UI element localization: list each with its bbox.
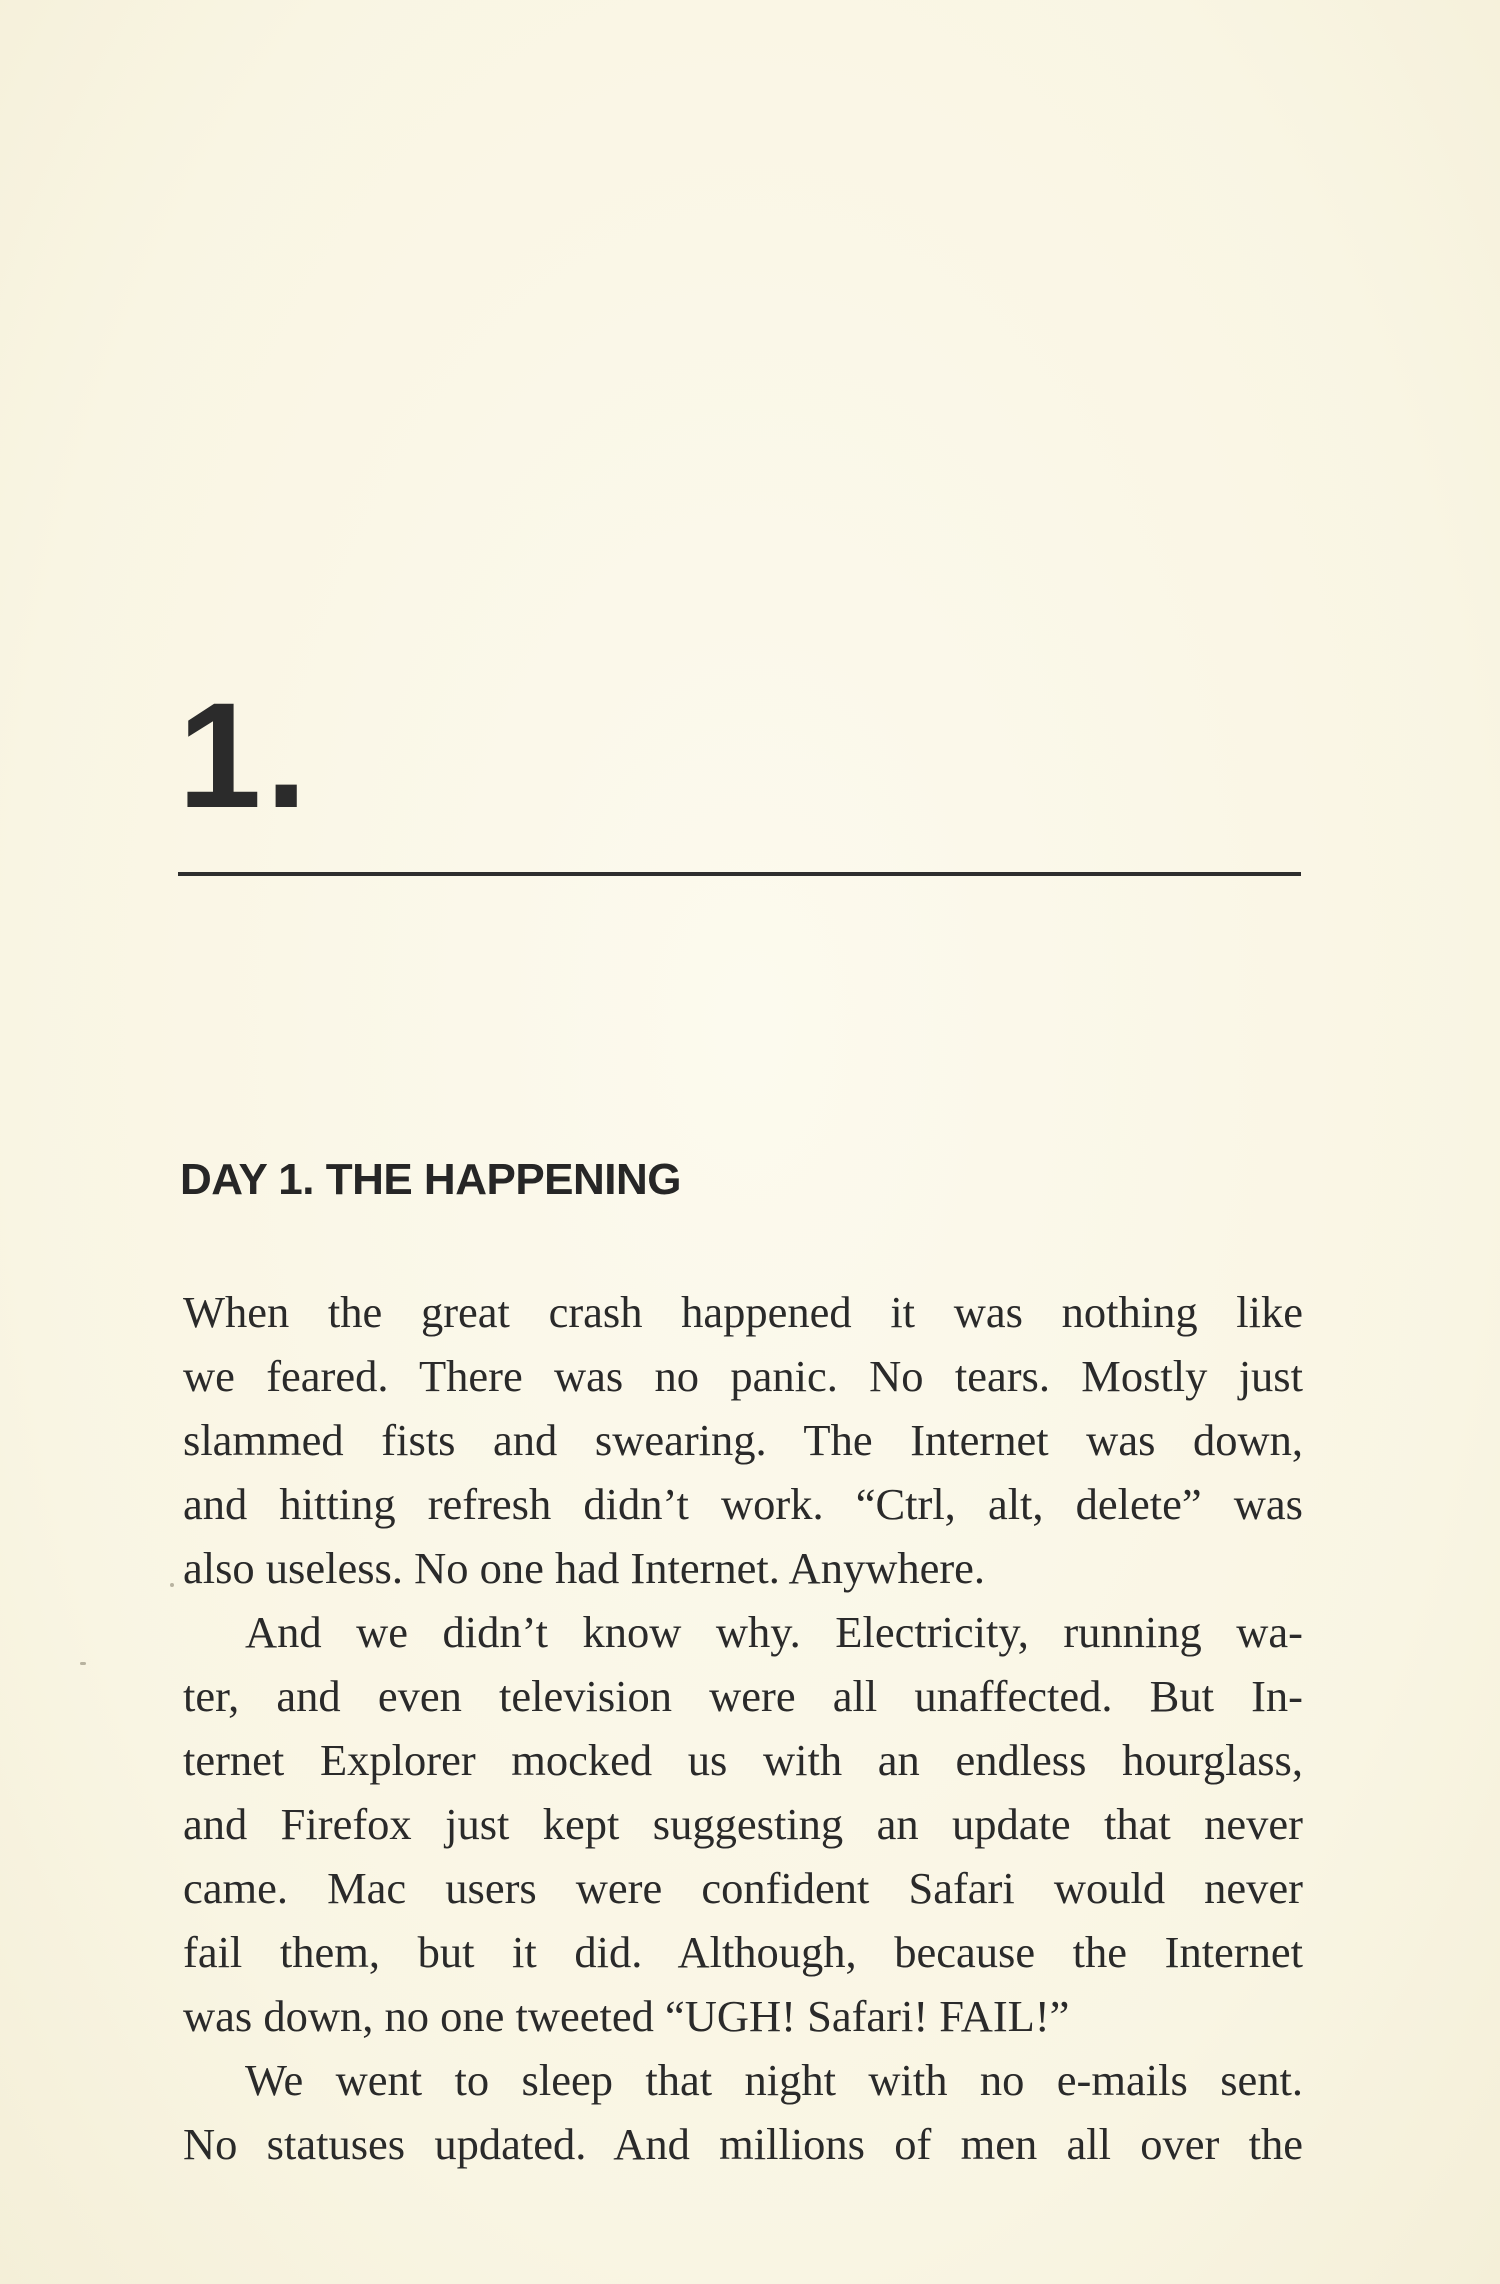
body-text [183, 1280, 1303, 2176]
paper-speck [170, 1583, 174, 1587]
text-line: slammed fists and swearing. The Internet was down, [183, 1415, 1303, 1465]
text-line: No statuses updated. And millions of men all over the [183, 2119, 1303, 2169]
text-line: and Firefox just kept suggesting an update that never [183, 1799, 1303, 1849]
text-line: When the great crash happened it was nothing like [183, 1287, 1303, 1337]
chapter-number: 1. [178, 671, 312, 839]
text-line: And we didn’t know why. Electricity, running wa- [245, 1607, 1303, 1657]
chapter-rule [178, 872, 1301, 876]
paragraph-1 [183, 1280, 1303, 1600]
text-line: also useless. No one had Internet. Anywhere. [183, 1543, 986, 1593]
text-line: was down, no one tweeted “UGH! Safari! FAIL!” [183, 1991, 1070, 2041]
text-line: fail them, but it did. Although, because the Internet [183, 1927, 1303, 1977]
text-line: came. Mac users were confident Safari would never [183, 1863, 1303, 1913]
text-line: we feared. There was no panic. No tears. Mostly just [183, 1351, 1303, 1401]
chapter-title: DAY 1. THE HAPPENING [180, 1155, 682, 1204]
text-line: and hitting refresh didn’t work. “Ctrl, alt, delete” was [183, 1479, 1303, 1529]
paragraph-3 [183, 2048, 1303, 2176]
text-line: ter, and even television were all unaffected. But In- [183, 1671, 1303, 1721]
paper-speck [80, 1662, 86, 1665]
text-line: We went to sleep that night with no e-mails sent. [245, 2055, 1303, 2105]
text-line: ternet Explorer mocked us with an endless hourglass, [183, 1735, 1303, 1785]
paragraph-2 [183, 1600, 1303, 2048]
